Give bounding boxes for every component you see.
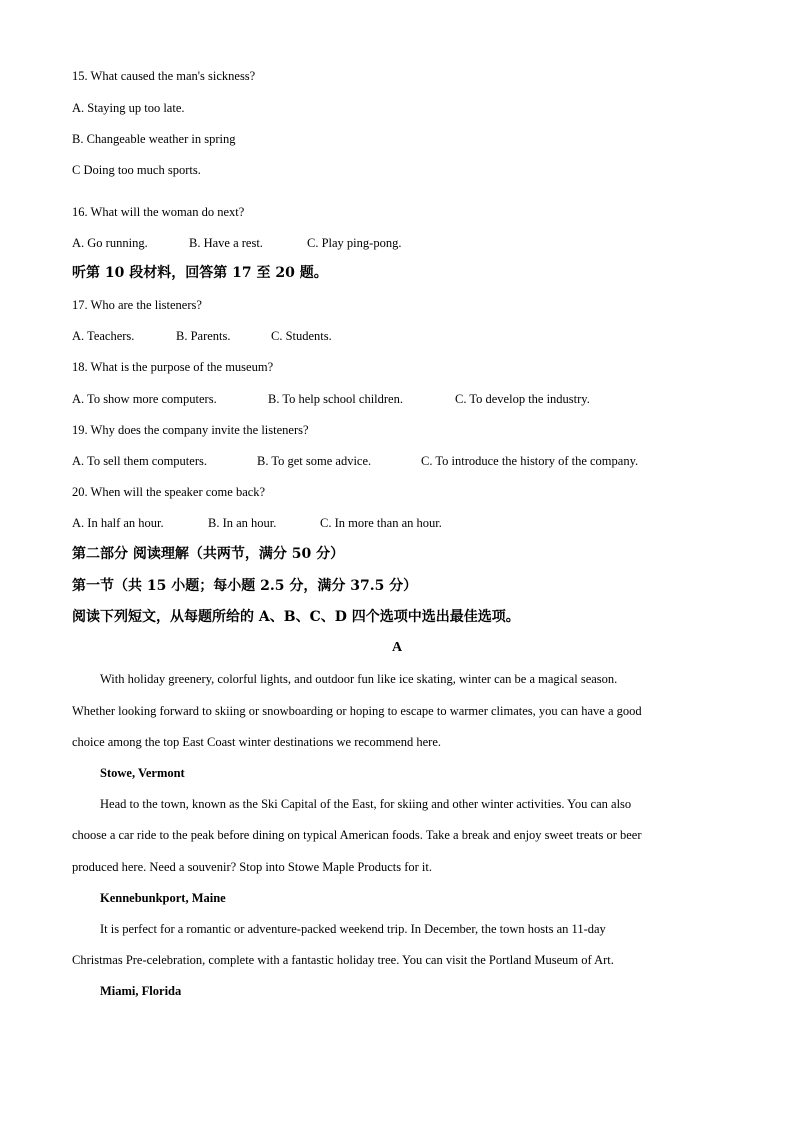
question-18-option-a: A. To show more computers.	[72, 392, 217, 406]
kennebunkport-line-2: Christmas Pre-celebration, complete with a fantastic holiday tree. You can visit the Portland Museum of Art.	[72, 953, 614, 967]
stowe-line-2: choose a car ride to the peak before dining on typical American foods. Take a break and enjoy sweet treats or beer	[72, 828, 642, 842]
question-19-option-a: A. To sell them computers.	[72, 454, 207, 468]
question-15-stem: 15. What caused the man's sickness?	[72, 69, 256, 83]
question-17-stem: 17. Who are the listeners?	[72, 298, 202, 312]
question-19-option-b: B. To get some advice.	[257, 454, 372, 468]
question-15-option-b: B. Changeable weather in spring	[72, 132, 236, 146]
question-15-option-a: A. Staying up too late.	[72, 101, 185, 115]
question-17-option-a: A. Teachers.	[72, 329, 135, 343]
question-17-option-b: B. Parents.	[176, 329, 231, 343]
part-2-section-1: 第一节（共 15 小题；每小题 2.5 分，满分 37.5 分）	[72, 578, 418, 594]
part-2-title: 第二部分 阅读理解（共两节，满分 50 分）	[72, 546, 345, 562]
question-18-option-b: B. To help school children.	[268, 392, 403, 406]
question-19-option-c: C. To introduce the history of the company.	[421, 454, 639, 468]
passage-intro-line-3: choice among the top East Coast winter destinations we recommend here.	[72, 735, 441, 749]
kennebunkport-line-1: It is perfect for a romantic or adventure-packed weekend trip. In December, the town hosts an 11-day	[100, 922, 606, 936]
question-19-stem: 19. Why does the company invite the listeners?	[72, 423, 309, 437]
destination-title-kennebunkport: Kennebunkport, Maine	[100, 891, 226, 905]
section-10-heading: 听第 10 段材料，回答第 17 至 20 题。	[72, 265, 328, 281]
question-16-stem: 16. What will the woman do next?	[72, 205, 245, 219]
question-20-option-c: C. In more than an hour.	[320, 516, 442, 530]
question-18-option-c: C. To develop the industry.	[455, 392, 590, 406]
question-16-option-c: C. Play ping-pong.	[307, 236, 402, 250]
question-16-option-b: B. Have a rest.	[189, 236, 263, 250]
stowe-line-1: Head to the town, known as the Ski Capital of the East, for skiing and other winter activities. You can also	[100, 797, 632, 811]
question-20-option-b: B. In an hour.	[208, 516, 277, 530]
question-20-stem: 20. When will the speaker come back?	[72, 485, 266, 499]
destination-title-miami: Miami, Florida	[100, 984, 182, 998]
destination-title-stowe: Stowe, Vermont	[100, 766, 185, 780]
question-17-option-c: C. Students.	[271, 329, 332, 343]
passage-label: A	[391, 640, 403, 655]
passage-intro-line-2: Whether looking forward to skiing or snowboarding or hoping to escape to warmer climates, you can have a good	[72, 704, 642, 718]
question-16-option-a: A. Go running.	[72, 236, 148, 250]
question-20-option-a: A. In half an hour.	[72, 516, 164, 530]
part-2-instruction: 阅读下列短文，从每题所给的 A、B、C、D 四个选项中选出最佳选项。	[72, 609, 520, 625]
question-18-stem: 18. What is the purpose of the museum?	[72, 360, 274, 374]
question-15-option-c: C Doing too much sports.	[72, 163, 201, 177]
stowe-line-3: produced here. Need a souvenir? Stop into Stowe Maple Products for it.	[72, 860, 432, 874]
passage-intro-line-1: With holiday greenery, colorful lights, and outdoor fun like ice skating, winter can be a magical season.	[100, 672, 618, 686]
